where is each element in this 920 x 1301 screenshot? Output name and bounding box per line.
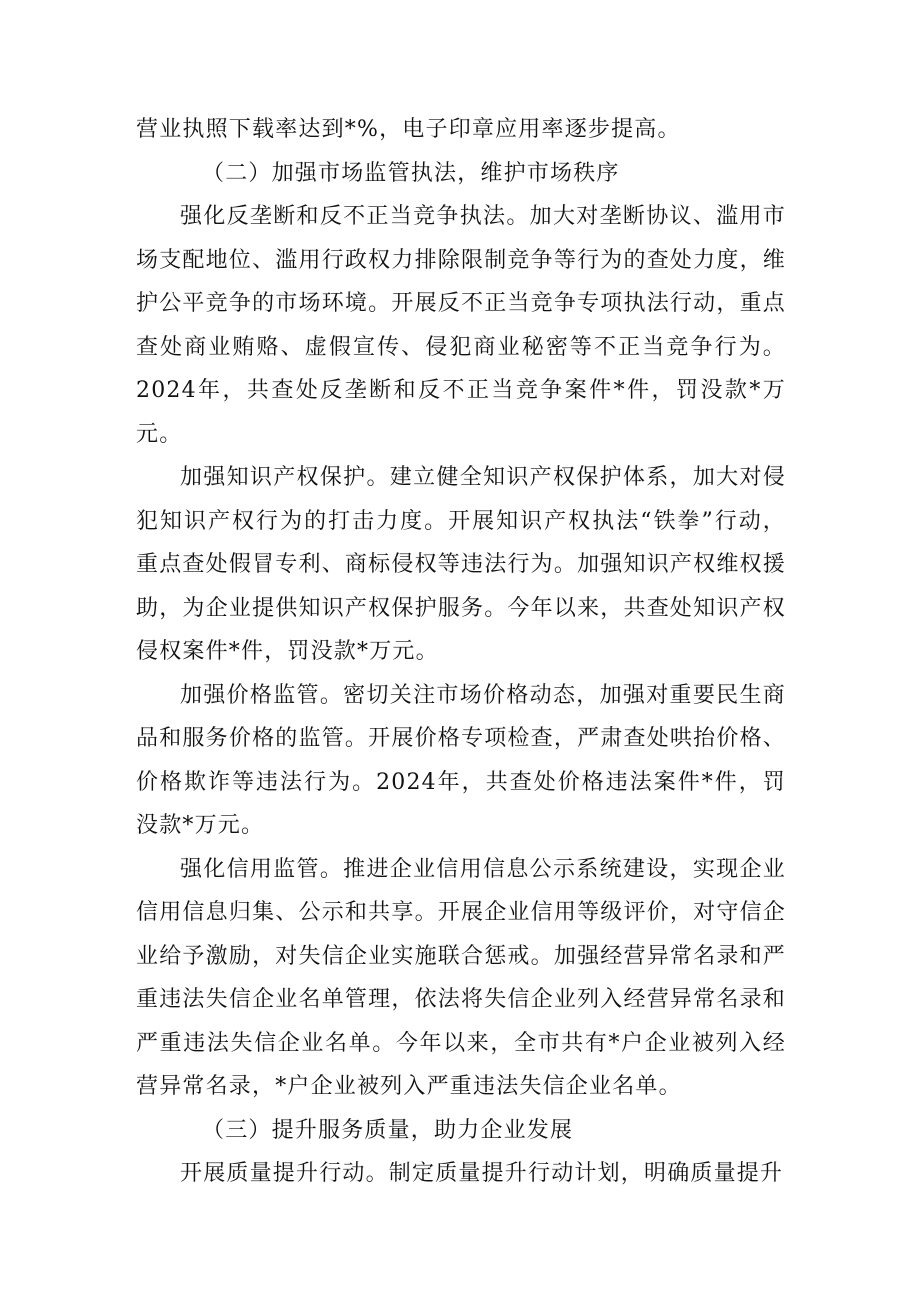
section-heading-3: （三）提升服务质量，助力企业发展	[202, 1117, 574, 1143]
paragraph-price-supervision: 加强价格监管。密切关注市场价格动态，加强对重要民生商品和服务价格的监管。开展价格专项检查，严肃查处哄抬价格、价格欺诈等违法行为。2024年，共查处价格违法案件*件，罚没款*万元。	[136, 682, 786, 838]
paragraph-antitrust: 强化反垄断和反不正当竞争执法。加大对垄断协议、滥用市场支配地位、滥用行政权力排除限制竞争等行为的查处力度，维护公平竞争的市场环境。开展反不正当竞争专项执法行动，重点查处商业贿赂、虚假宣传、侵犯商业秘密等不正当竞争行为。2024年，共查处反垄断和反不正当竞争案件*件，罚没款*万元。	[136, 204, 786, 447]
paragraph-ip-protection: 加强知识产权保护。建立健全知识产权保护体系，加大对侵犯知识产权行为的打击力度。开展知识产权执法“铁拳”行动，重点查处假冒专利、商标侵权等违法行为。加强知识产权维权援助，为企业提供知识产权保护服务。今年以来，共查处知识产权侵权案件*件，罚没款*万元。	[136, 465, 786, 664]
paragraph-credit-supervision: 强化信用监管。推进企业信用信息公示系统建设，实现企业信用信息归集、公示和共享。开展企业信用等级评价，对守信企业给予激励，对失信企业实施联合惩戒。加强经营异常名录和严重违法失信企业名单管理，依法将失信企业列入经营异常名录和严重违法失信企业名单。今年以来，全市共有*户企业被列入经营异常名录，*户企业被列入严重违法失信企业名单。	[136, 856, 786, 1099]
section-heading-2: （二）加强市场监管执法，维护市场秩序	[202, 160, 620, 186]
paragraph-continuation: 营业执照下载率达到*%，电子印章应用率逐步提高。	[136, 117, 681, 142]
paragraph-quality-improvement: 开展质量提升行动。制定质量提升行动计划，明确质量提升	[180, 1161, 784, 1186]
document-page	[136, 108, 786, 1196]
